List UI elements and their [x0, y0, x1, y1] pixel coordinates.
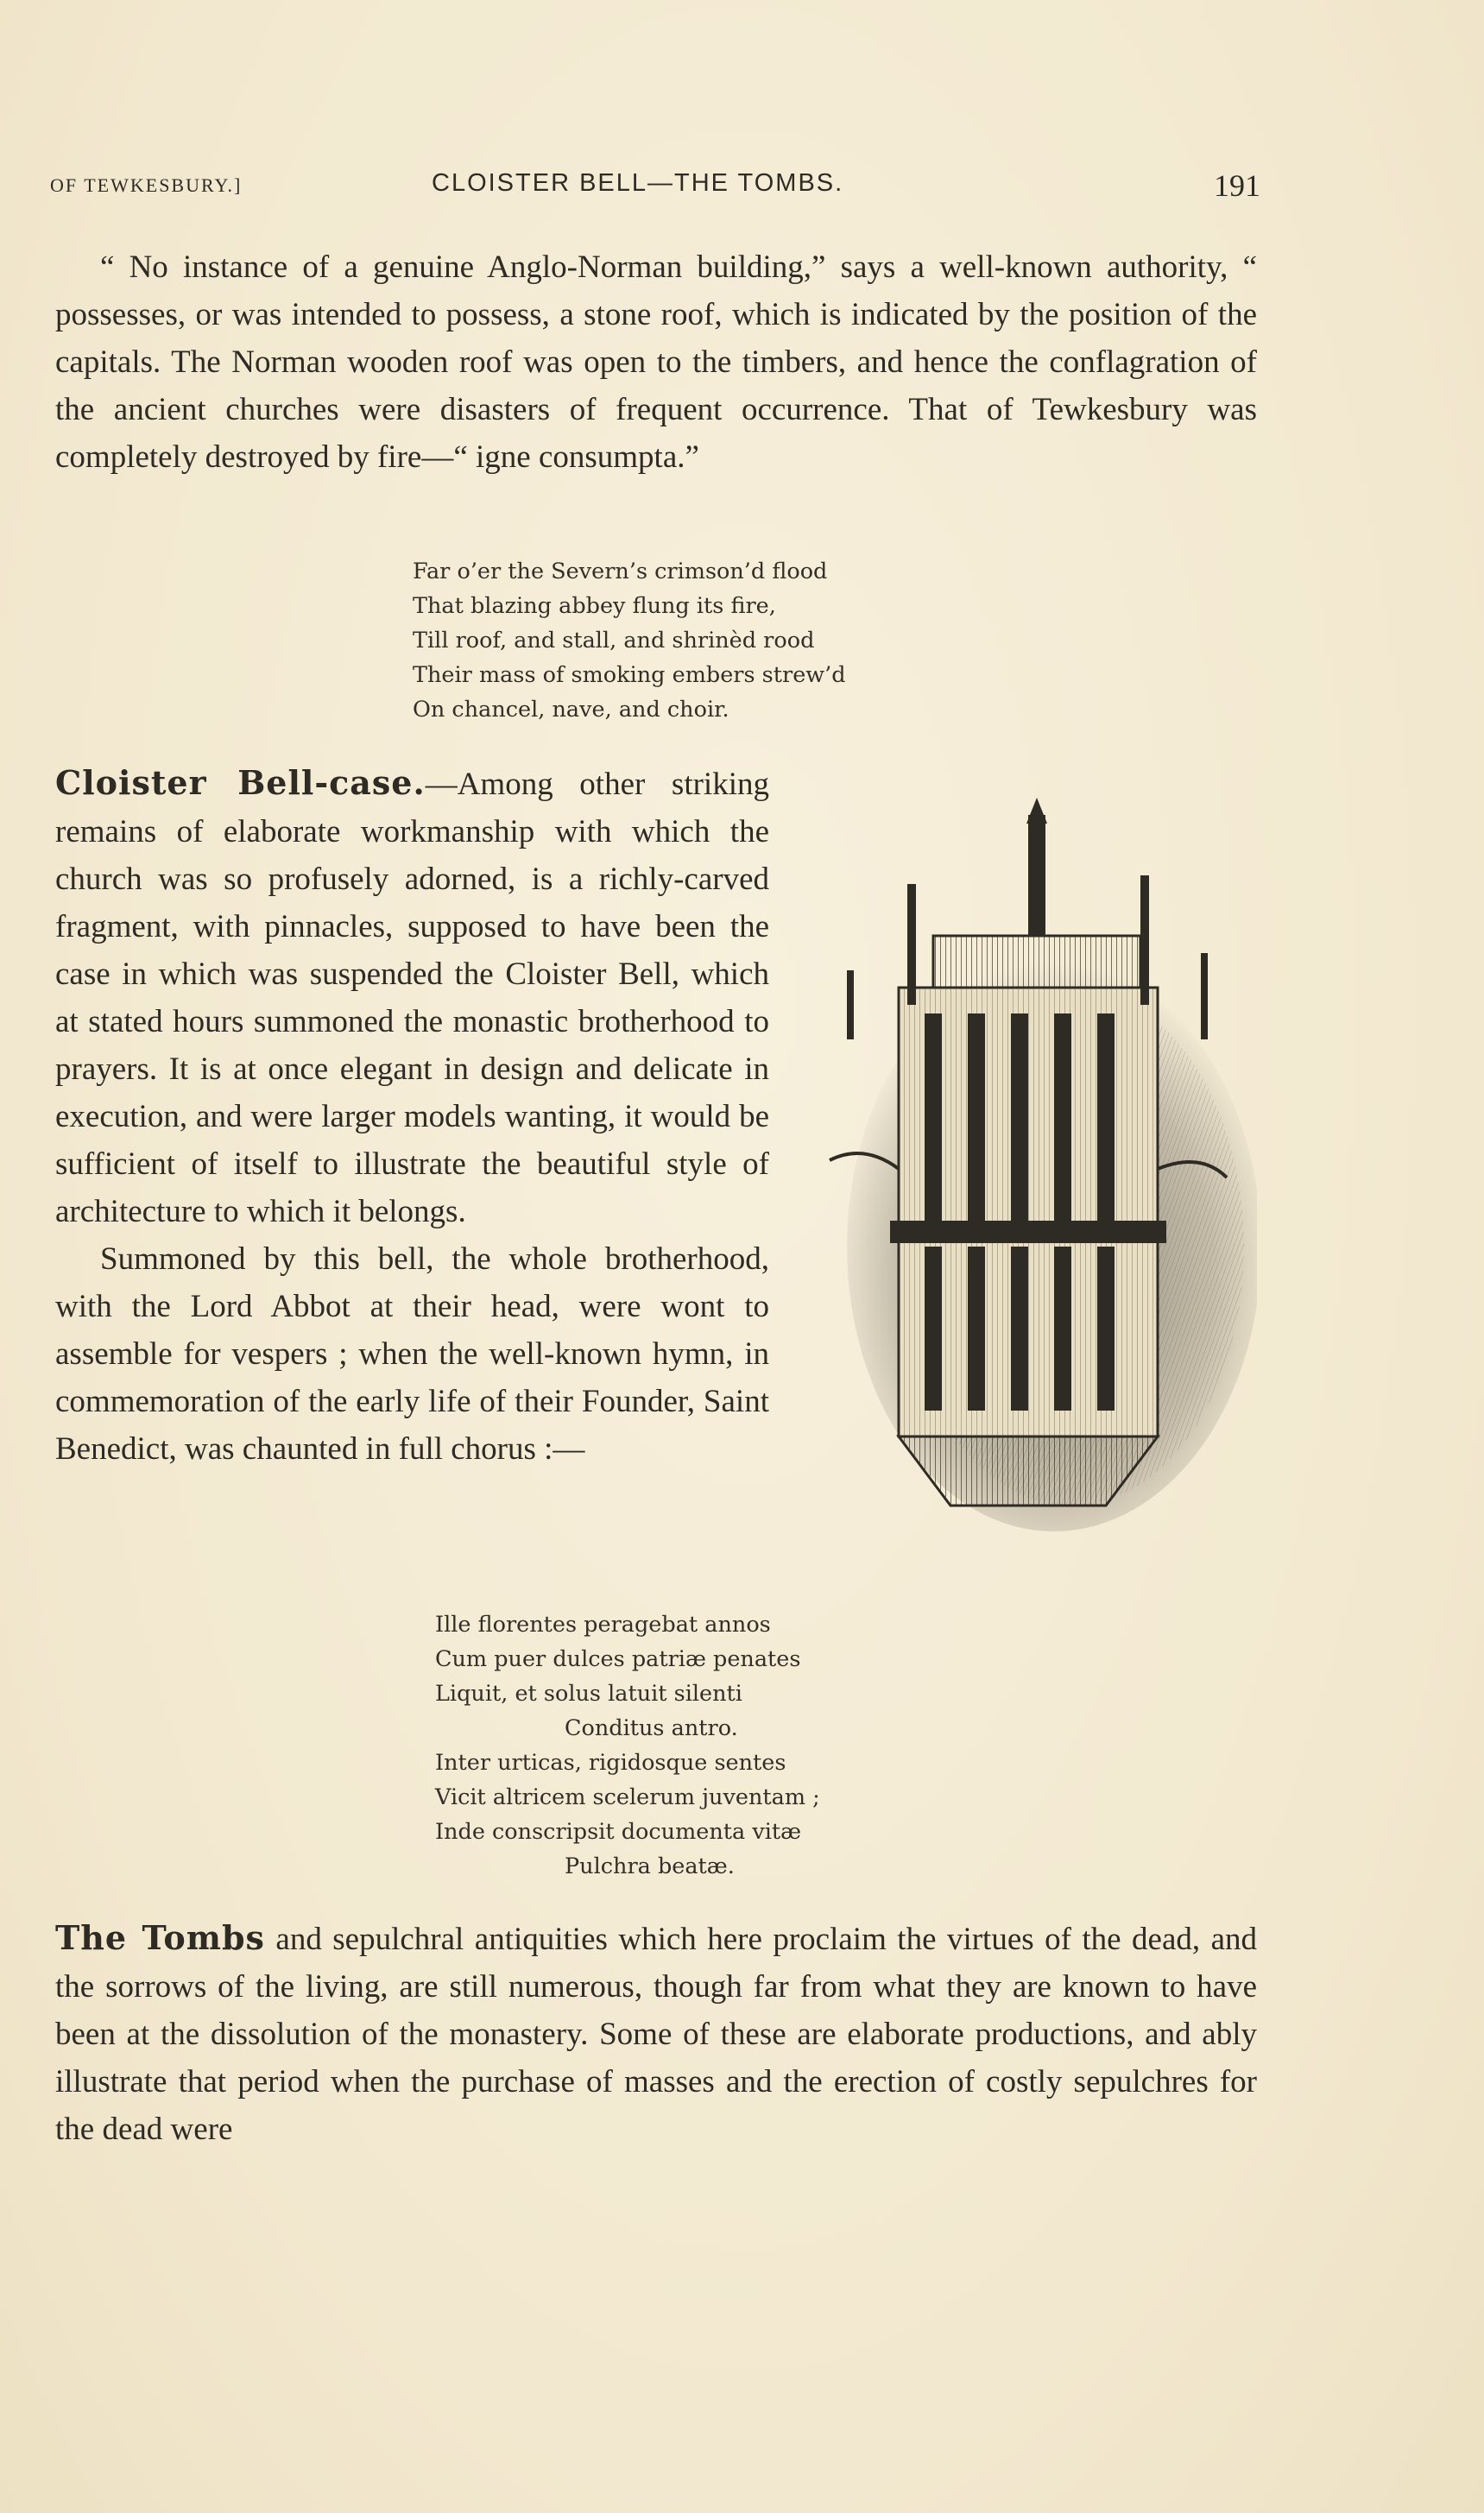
verse-latin-hymn [435, 1607, 820, 1884]
section-heading-cloister: Cloister Bell-case. [55, 763, 426, 802]
running-header [50, 169, 1260, 204]
verse-line: Till roof, and stall, and shrinèd rood [413, 628, 815, 654]
verse-line: Inde conscripsit documenta vitæ [435, 1819, 802, 1845]
header-title: CLOISTER BELL—THE TOMBS. [432, 169, 844, 197]
tombs-paragraph [55, 1914, 1257, 2153]
verse-line: Vicit altricem scelerum juventam ; [435, 1784, 820, 1810]
verse-line: On chancel, nave, and choir. [413, 697, 729, 723]
verse-line: Far o’er the Severn’s crimson’d flood [413, 559, 828, 584]
header-left: OF TEWKESBURY.] [50, 174, 243, 196]
cloister-text: —Among other striking remains of elaborate workmanship with which the church was so profusely adorned, is a richly-carved fragment, with pinnacles, supposed to have been the case in which was suspended the Cloister Bell, which at stated hours summoned the monastic brotherhood to prayers. It is at once elegant in design and delicate in execution, and were larger models wanting, it would be sufficient of itself to illustrate the beautiful style of architecture to which it belongs. [55, 767, 769, 1229]
cloister-bell-section [55, 759, 1257, 1557]
tombs-text: and sepulchral antiquities which here proclaim the virtues of the dead, and the sorrows of the living, are still numerous, though far from what they are known to have been at the dissolution of the monastery. Some of these are elaborate productions, and ably illustrate that period when the purchase of masses and the erection of costly sepulchres for the dead were [55, 1922, 1257, 2147]
verse-line: Liquit, et solus latuit silenti [435, 1681, 742, 1707]
verse-english [413, 554, 846, 727]
verse-line: That blazing abbey flung its fire, [413, 593, 776, 619]
verse-line: Pulchra beatæ. [565, 1853, 735, 1879]
bell-case-illustration [795, 798, 1257, 1557]
section-heading-tombs: The Tombs [55, 1918, 265, 1957]
verse-line: Their mass of smoking embers strew’d [413, 662, 846, 688]
verse-line: Inter urticas, rigidosque sentes [435, 1750, 786, 1776]
verse-line: Cum puer dulces patriæ penates [435, 1646, 801, 1672]
vespers-paragraph: Summoned by this bell, the whole brotherhood, with the Lord Abbot at their head, were wont to assemble for vespers ; when the well-known hymn, in commemoration of the early life of their Founder, Saint Benedict, was chaunted in full chorus :— [55, 1241, 769, 1467]
verse-line: Conditus antro. [565, 1715, 738, 1741]
page-number: 191 [1214, 168, 1260, 203]
intro-paragraph: “ No instance of a genuine Anglo-Norman building,” says a well-known authority, “ possesses, or was intended to possess, a stone roof, which is indicated by the position of the capitals. The Norman wooden roof was open to the timbers, and hence the conflagration of the ancient churches were disasters of frequent occurrence. That of Tewkesbury was completely destroyed by fire—“ igne consumpta.” [55, 249, 1257, 475]
verse-line: Ille florentes peragebat annos [435, 1612, 771, 1638]
